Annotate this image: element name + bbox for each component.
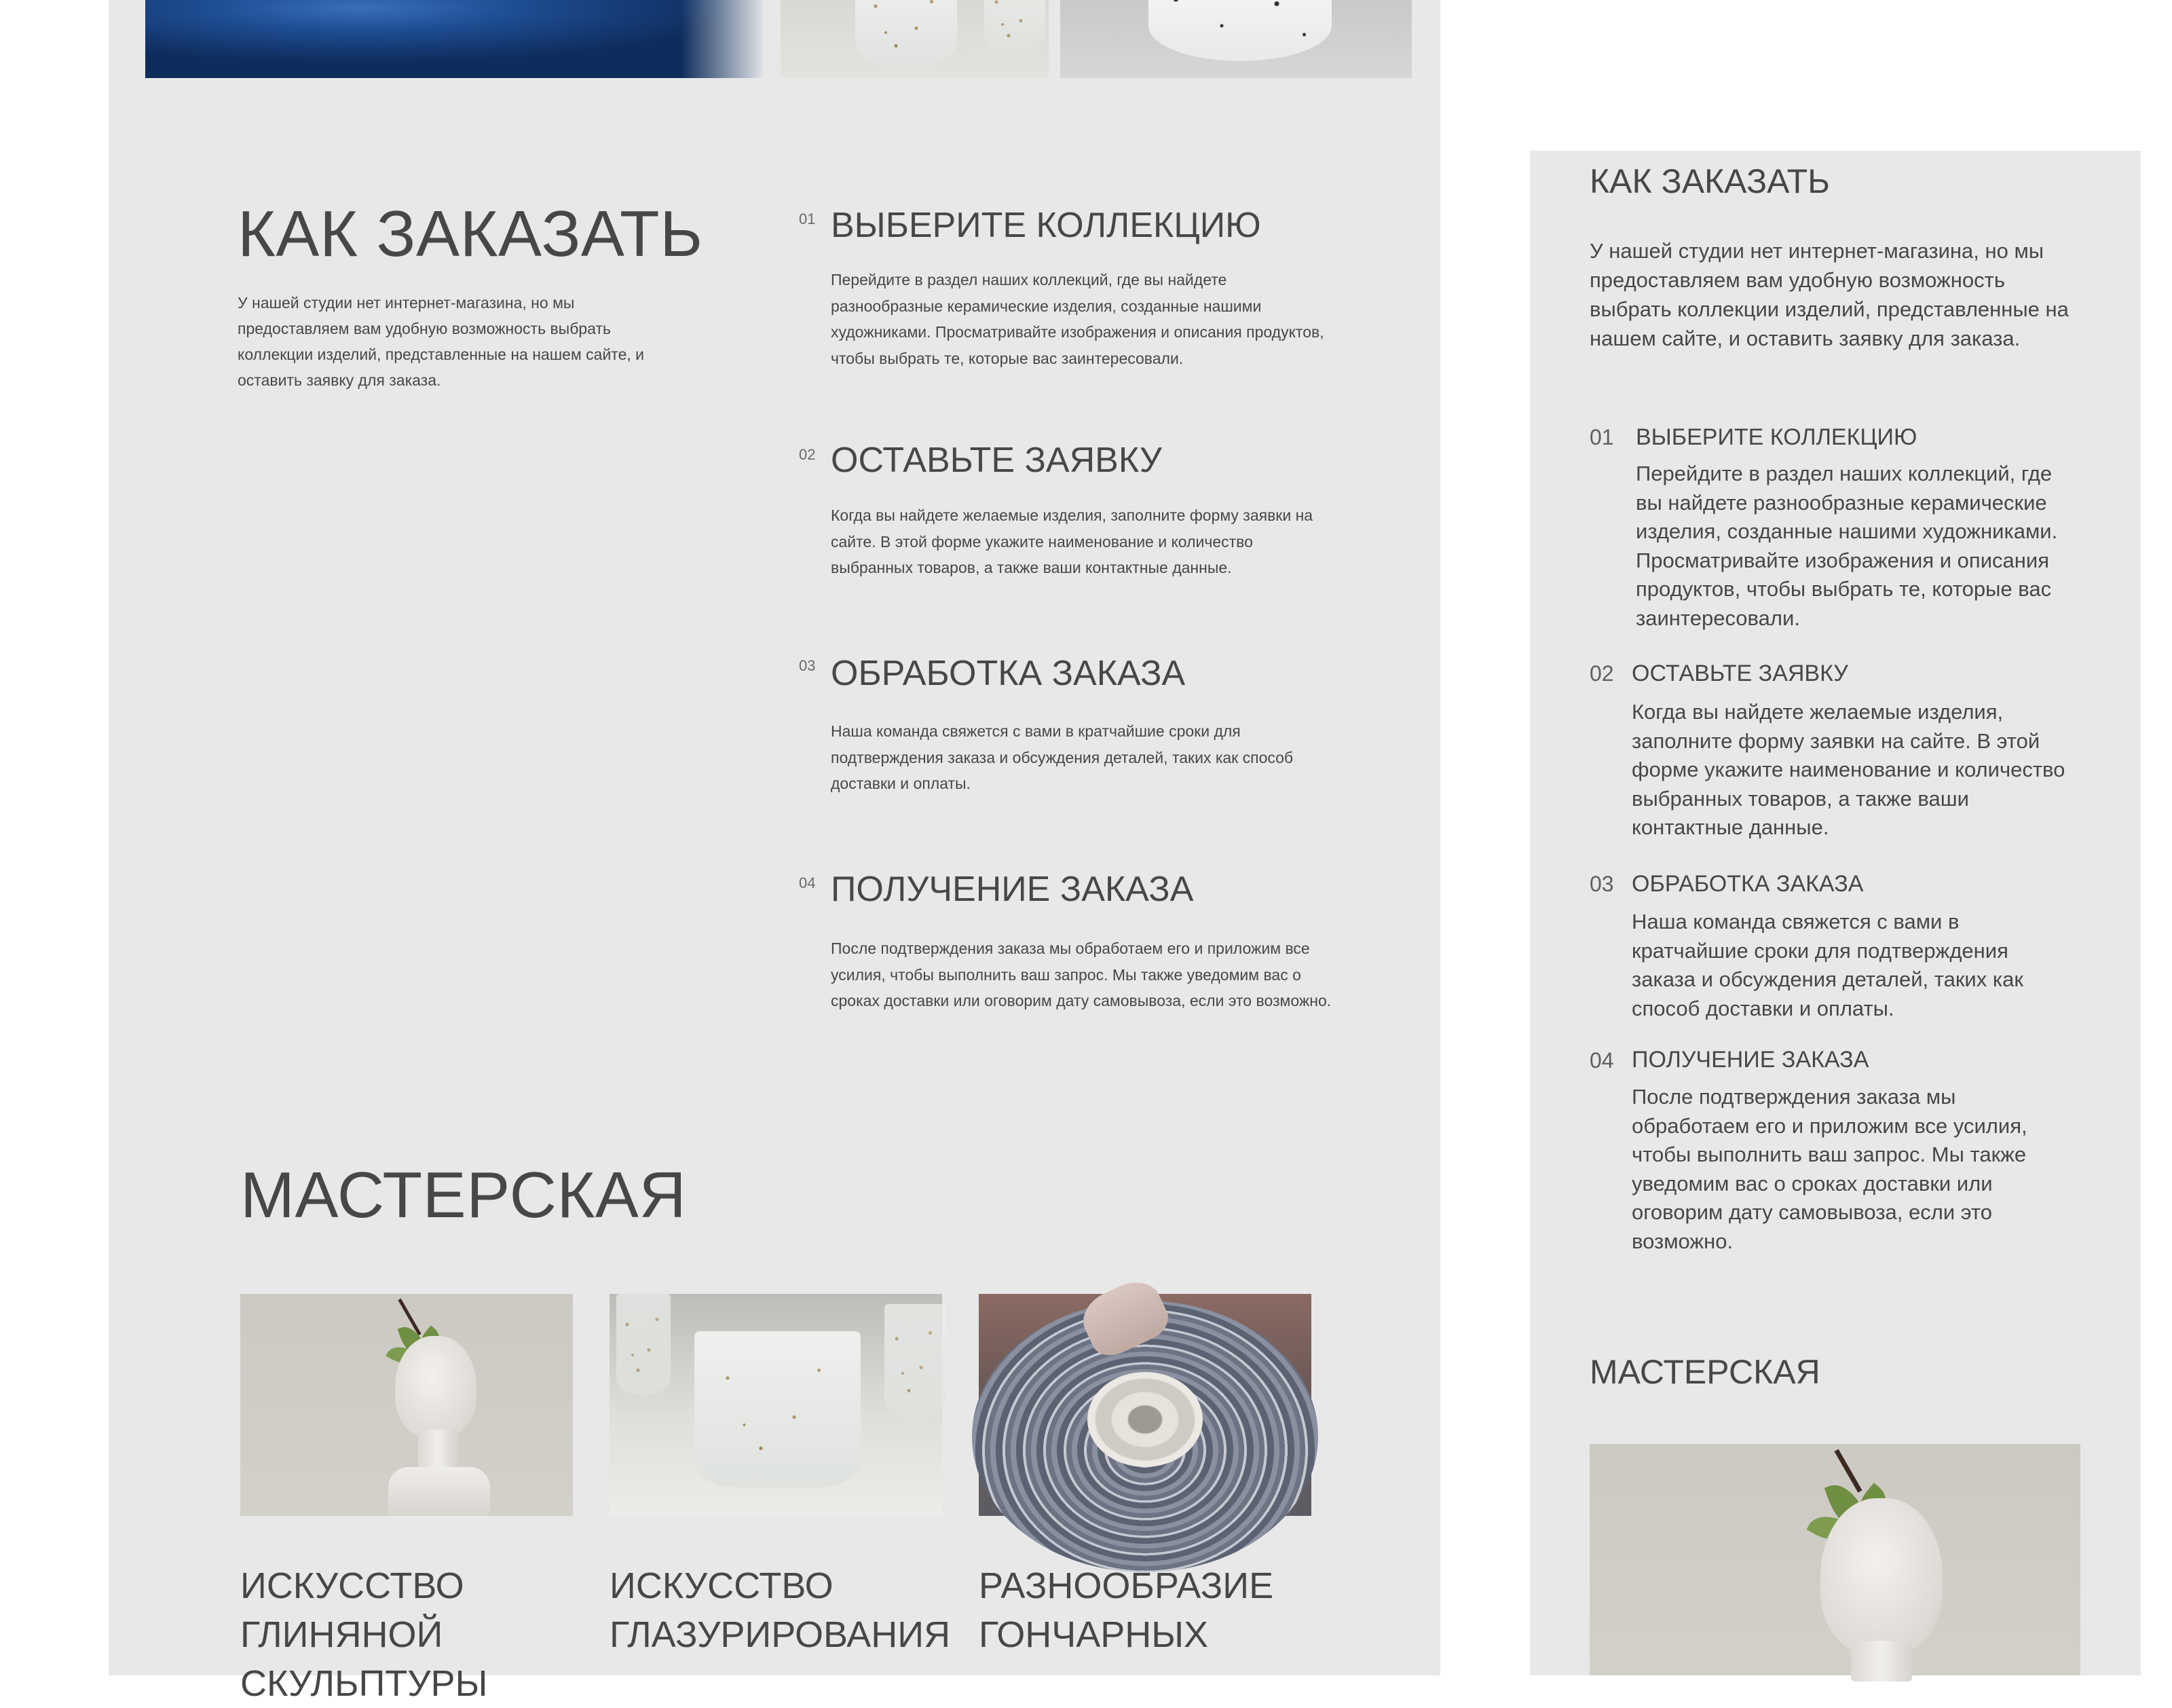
- workshop-title: МАСТЕРСКАЯ: [1590, 1353, 1820, 1391]
- gallery-image-dotted-bowl[interactable]: [1060, 0, 1412, 78]
- step-text: Наша команда свяжется с вами в кратчайшие сроки для подтверждения заказа и обсуждения деталей, таких как способ доставки и оплаты.: [831, 722, 1294, 792]
- step-number: 03: [1590, 872, 1614, 896]
- step-title: ОСТАВЬТЕ ЗАЯВКУ: [1632, 661, 1848, 686]
- how-to-order-intro: У нашей студии нет интернет-магазина, но мы предоставляем вам удобную возможность выбрать коллекции изделий, представленные на нашем сайте, и оставить заявку для заказа.: [238, 294, 644, 389]
- step-title: ОСТАВЬТЕ ЗАЯВКУ: [831, 441, 1162, 480]
- workshop-card-image-sculpture[interactable]: [1590, 1444, 2080, 1675]
- gallery-image-speckled-cup[interactable]: [781, 0, 1049, 78]
- how-to-order-title: КАК ЗАКАЗАТЬ: [238, 198, 703, 270]
- step-title: ПОЛУЧЕНИЕ ЗАКАЗА: [831, 870, 1194, 909]
- step-number: 02: [799, 446, 816, 463]
- workshop-card-image-glazing[interactable]: [610, 1294, 942, 1516]
- step-title: ПОЛУЧЕНИЕ ЗАКАЗА: [1632, 1047, 1869, 1073]
- step-number: 02: [1590, 661, 1614, 686]
- step-number: 04: [1590, 1048, 1614, 1073]
- step-text: Когда вы найдете желаемые изделия, заполните форму заявки на сайте. В этой форме укажите наименование и количество выбранных товаров, а также ваши контактные данные.: [831, 506, 1313, 576]
- step-text: После подтверждения заказа мы обработаем его и приложим все усилия, чтобы выполнить ваш запрос. Мы также уведомим вас о сроках доставки или оговорим дату самовывоза, если это возможно.: [1632, 1085, 2027, 1253]
- step-number: 03: [799, 657, 816, 674]
- workshop-title: МАСТЕРСКАЯ: [240, 1159, 687, 1231]
- step-title: ВЫБЕРИТЕ КОЛЛЕКЦИЮ: [831, 206, 1261, 245]
- step-text: Перейдите в раздел наших коллекций, где вы найдете разнообразные керамические изделия, созданные нашими художниками. Просматривайте изображения и описания продуктов, чтобы выбрать те, которые вас заинтересовали.: [831, 271, 1324, 367]
- step-number: 01: [1590, 425, 1614, 449]
- workshop-card-title: ИСКУССТВО ГЛАЗУРИРОВАНИЯ: [610, 1565, 951, 1655]
- step-title: ОБРАБОТКА ЗАКАЗА: [831, 654, 1186, 693]
- gallery-image-blue-glaze[interactable]: [145, 0, 763, 78]
- how-to-order-intro: У нашей студии нет интернет-магазина, но мы предоставляем вам удобную возможность выбрать коллекции изделий, представленные на нашем сайте, и оставить заявку для заказа.: [1590, 239, 2069, 350]
- desktop-frame: [109, 0, 1440, 1704]
- step-text: Когда вы найдете желаемые изделия, заполните форму заявки на сайте. В этой форме укажите наименование и количество выбранных товаров, а также ваши контактные данные.: [1632, 700, 2065, 839]
- workshop-card-image-pottery[interactable]: [979, 1294, 1311, 1516]
- workshop-card-title: РАЗНООБРАЗИЕ ГОНЧАРНЫХ: [979, 1565, 1274, 1655]
- mobile-frame: [1530, 151, 2141, 1675]
- step-number: 04: [799, 874, 816, 891]
- step-text: После подтверждения заказа мы обработаем его и приложим все усилия, чтобы выполнить ваш запрос. Мы также уведомим вас о сроках доставки или оговорим дату самовывоза, если это возможно.: [831, 940, 1332, 1009]
- step-title: ВЫБЕРИТЕ КОЛЛЕКЦИЮ: [1636, 424, 1917, 450]
- how-to-order-title: КАК ЗАКАЗАТЬ: [1590, 162, 1830, 200]
- step-number: 01: [799, 210, 816, 227]
- step-text: Наша команда свяжется с вами в кратчайшие сроки для подтверждения заказа и обсуждения деталей, таких как способ доставки и оплаты.: [1632, 910, 2023, 1020]
- workshop-card-image-sculpture[interactable]: [240, 1294, 573, 1516]
- step-text: Перейдите в раздел наших коллекций, где вы найдете разнообразные керамические изделия, созданные нашими художниками. Просматривайте изображения и описания продуктов, чтобы выбрать те, которые вас заинтересовали.: [1636, 462, 2058, 630]
- step-title: ОБРАБОТКА ЗАКАЗА: [1632, 871, 1864, 897]
- workshop-card-title: ИСКУССТВО ГЛИНЯНОЙ СКУЛЬПТУРЫ: [240, 1565, 488, 1704]
